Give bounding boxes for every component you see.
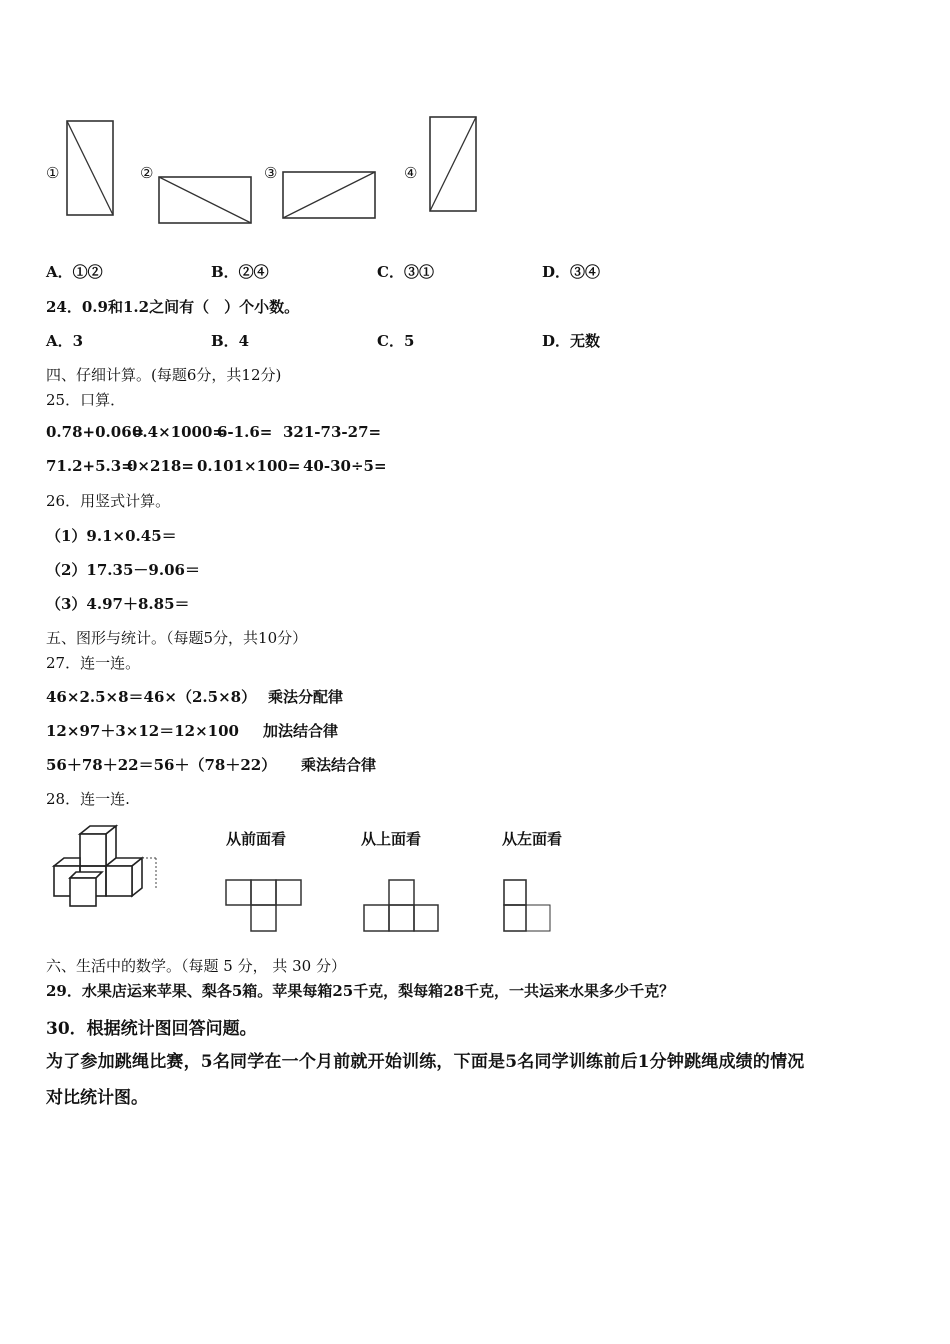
q27-right-2: 加法结合律 xyxy=(263,722,339,740)
q28-title: 28．连一连. xyxy=(46,790,130,808)
view-label-left: 从左面看 xyxy=(502,830,563,848)
q23-option-c[interactable]: C．③① xyxy=(377,263,434,281)
q25-title: 25．口算． xyxy=(46,391,126,409)
section-5-title: 五、图形与统计。（每题5分，共10分） xyxy=(46,629,308,647)
q27-title: 27．连一连。 xyxy=(46,654,141,672)
cube-structure-figure xyxy=(46,822,166,908)
section-6-title: 六、生活中的数学。（每题 5 分， 共 30 分） xyxy=(46,957,346,975)
figure-1-marker: ① xyxy=(46,164,60,182)
q23-option-d[interactable]: D．③④ xyxy=(542,263,601,281)
q25-row1-item: 321-73-27= xyxy=(283,423,382,441)
q27-left-1: 46×2.5×8＝46×（2.5×8） xyxy=(46,688,257,706)
q23-option-a[interactable]: A．①② xyxy=(46,263,103,281)
q25-row1-item: 0.4×1000= xyxy=(132,423,225,441)
q25-row2-item: 0.101×100= xyxy=(197,457,301,475)
q26-item-1: （1）9.1×0.45＝ xyxy=(46,527,177,545)
section-4-title: 四、仔细计算。(每题6分，共12分) xyxy=(46,366,282,384)
figure-4-marker: ④ xyxy=(404,164,418,182)
q27-right-1: 乘法分配律 xyxy=(268,688,344,706)
q30-title: 30．根据统计图回答问题。 xyxy=(46,1019,257,1039)
figure-2-marker: ② xyxy=(140,164,154,182)
q25-row2-item: 0×218= xyxy=(127,457,194,475)
q26-title: 26．用竖式计算。 xyxy=(46,492,171,510)
figure-3-rectangle xyxy=(280,169,378,221)
figure-3-marker: ③ xyxy=(264,164,278,182)
q25-row2-item: 71.2+5.3= xyxy=(46,457,134,475)
view-label-top: 从上面看 xyxy=(361,830,422,848)
top-view-figure xyxy=(362,878,442,934)
view-label-front: 从前面看 xyxy=(226,830,287,848)
figure-1-rectangle xyxy=(64,118,116,218)
q29-question: 29．水果店运来苹果、梨各5箱。苹果每箱25千克，梨每箱28千克，一共运来水果多少千克？ xyxy=(46,982,675,1000)
q26-item-3: （3）4.97＋8.85＝ xyxy=(46,595,190,613)
q24-question: 24．0.9和1.2之间有（ ）个小数。 xyxy=(46,298,300,316)
q27-right-3: 乘法结合律 xyxy=(301,756,377,774)
q25-row1-item: 6-1.6= xyxy=(217,423,273,441)
q30-paragraph-line-2: 对比统计图。 xyxy=(46,1088,148,1108)
q23-option-b[interactable]: B．②④ xyxy=(211,263,269,281)
figure-2-rectangle xyxy=(156,174,254,226)
figure-4-rectangle xyxy=(427,114,479,214)
left-view-figure xyxy=(502,878,558,934)
q24-option-b[interactable]: B．4 xyxy=(211,332,250,350)
q24-option-a[interactable]: A．3 xyxy=(46,332,84,350)
q27-left-2: 12×97＋3×12＝12×100 xyxy=(46,722,239,740)
q27-left-3: 56＋78＋22＝56＋（78＋22） xyxy=(46,756,277,774)
q24-option-d[interactable]: D．无数 xyxy=(542,332,601,350)
q25-row1-item: 0.78+0.06= xyxy=(46,423,145,441)
q24-option-c[interactable]: C．5 xyxy=(377,332,415,350)
q26-item-2: （2）17.35－9.06＝ xyxy=(46,561,200,579)
q25-row2-item: 40-30÷5= xyxy=(303,457,387,475)
front-view-figure xyxy=(224,878,304,934)
q30-paragraph-line-1: 为了参加跳绳比赛，5名同学在一个月前就开始训练，下面是5名同学训练前后1分钟跳绳成绩的情况 xyxy=(46,1052,805,1072)
